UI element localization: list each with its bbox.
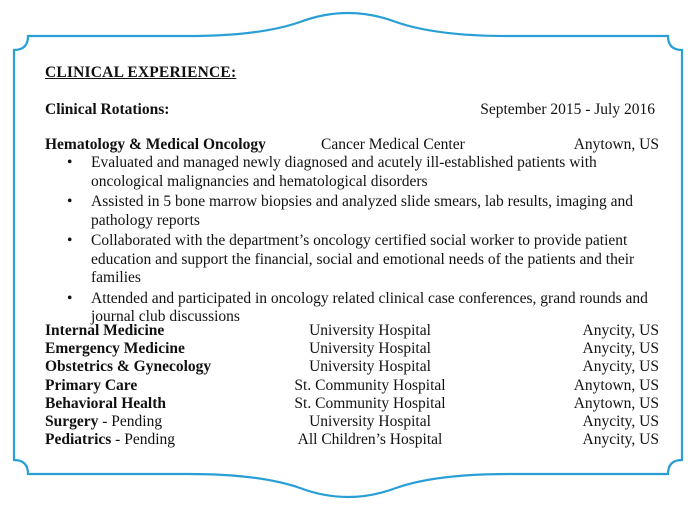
- rotation-site: University Hospital: [309, 340, 431, 358]
- rotation-location: Anycity, US: [582, 358, 659, 376]
- rotation-site: University Hospital: [309, 322, 431, 339]
- section-heading: CLINICAL EXPERIENCE:: [45, 64, 237, 81]
- rotation-site: All Children’s Hospital: [297, 431, 443, 449]
- bullet-icon: •: [67, 289, 73, 307]
- rotation-name: Internal Medicine: [45, 322, 165, 339]
- rotation-row: [45, 358, 659, 376]
- rotation-name: Obstetrics & Gynecology: [45, 358, 212, 376]
- bullet-item: [45, 232, 665, 288]
- rotation-location: Anytown, US: [573, 376, 659, 394]
- hematology-bullet-list: [45, 154, 665, 329]
- rotation-location: Anycity, US: [582, 322, 659, 339]
- rotation-row: [45, 395, 659, 413]
- rotation-name: Pediatrics - Pending: [45, 431, 176, 449]
- rotation-row: [45, 413, 659, 431]
- bullet-icon: •: [67, 193, 73, 210]
- rotations-list: [45, 322, 659, 449]
- hematology-row: [45, 136, 659, 156]
- rotation-location: Anytown, US: [573, 394, 659, 412]
- rotation-site: St. Community Hospital: [294, 376, 446, 394]
- rotation-row: [45, 431, 659, 449]
- bullet-item: [45, 193, 665, 230]
- rotation-site: St. Community Hospital: [294, 394, 446, 412]
- hematology-name: Hematology & Medical Oncology: [45, 136, 266, 153]
- rotation-site: University Hospital: [309, 412, 431, 430]
- bullet-text: Attended and participated in oncology related clinical case conferences, grand rounds and journal club discussions: [91, 289, 648, 325]
- bullet-icon: •: [67, 154, 73, 171]
- rotation-name: Primary Care: [45, 376, 138, 394]
- rotation-site: University Hospital: [309, 358, 431, 376]
- rotation-location: Anycity, US: [582, 340, 659, 358]
- rotation-name: Surgery - Pending: [45, 412, 163, 430]
- bullet-item: [45, 154, 665, 191]
- bullet-item: [45, 290, 665, 327]
- rotation-name: Emergency Medicine: [45, 340, 185, 358]
- rotation-name: Behavioral Health: [45, 394, 166, 412]
- rotation-location: Anycity, US: [582, 431, 659, 449]
- hematology-site: Cancer Medical Center: [321, 136, 465, 153]
- rotation-row: [45, 377, 659, 395]
- bullet-text: Assisted in 5 bone marrow biopsies and analyzed slide smears, lab results, imaging and pathology reports: [91, 193, 633, 229]
- rotation-row: [45, 340, 659, 358]
- bullet-text: Collaborated with the department’s oncology certified social worker to provide patient education and support the financial, social and emotional needs of the patients and their families: [91, 232, 635, 286]
- bullet-icon: •: [67, 232, 73, 249]
- rotation-location: Anycity, US: [582, 412, 659, 430]
- hematology-location: Anytown, US: [573, 136, 659, 153]
- rotation-row: [45, 322, 659, 340]
- clinical-rotations-dates: September 2015 - July 2016: [480, 101, 655, 118]
- bullet-text: Evaluated and managed newly diagnosed and acutely ill-established patients with oncological malignancies and hematological disorders: [91, 154, 597, 190]
- clinical-rotations-label: Clinical Rotations:: [45, 101, 170, 118]
